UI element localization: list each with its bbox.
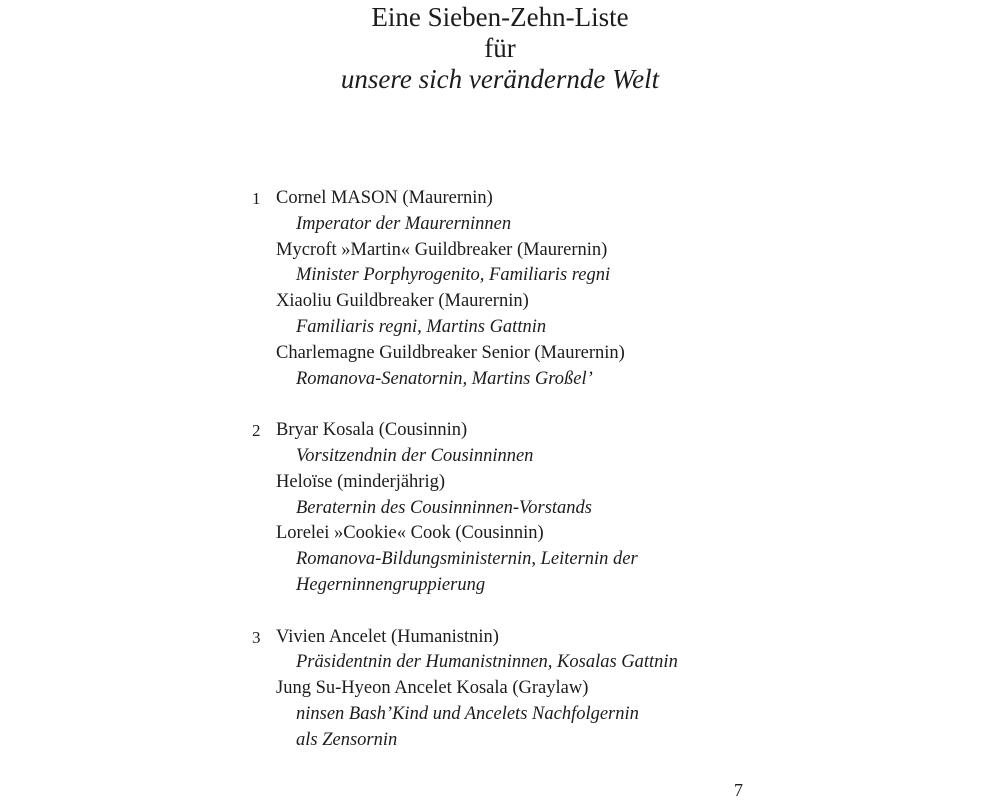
- group-number: 1: [252, 189, 261, 208]
- member-name: Xiaoliu Guildbreaker (Maurernin): [276, 291, 529, 312]
- list-item: [276, 521, 852, 598]
- member-name: Vivien Ancelet (Humanistnin): [276, 626, 499, 647]
- member-name: Charlemagne Guildbreaker Senior (Maurernin): [276, 342, 625, 363]
- member-role: Romanova-Bildungsministernin, Leiternin der Hegerninnengruppierung: [296, 549, 638, 595]
- member-name: Mycroft »Martin« Guildbreaker (Maurernin): [276, 239, 608, 260]
- list-item: [276, 676, 852, 753]
- member-name: Bryar Kosala (Cousinnin): [276, 420, 468, 441]
- list-item: [276, 289, 852, 341]
- title-line-3: unsere sich verändernde Welt: [340, 64, 660, 94]
- group-2: [252, 418, 852, 599]
- member-name: Cornel MASON (Maurernin): [276, 188, 493, 208]
- member-role: Familiaris regni, Martins Gattnin: [296, 316, 547, 337]
- group-number: 3: [252, 627, 261, 647]
- character-list: [252, 186, 852, 779]
- member-role: Imperator der Maurerninnen: [296, 213, 512, 234]
- list-item: [276, 238, 852, 290]
- group-number: 2: [252, 421, 261, 441]
- member-role: Beraternin des Cousinninnen-Vorstands: [296, 497, 592, 518]
- list-item: [276, 418, 852, 470]
- member-name: Heloïse (minderjährig): [276, 471, 446, 492]
- member-role: Minister Porphyrogenito, Familiaris regni: [296, 265, 611, 286]
- member-name: Jung Su-Hyeon Ancelet Kosala (Graylaw): [276, 678, 589, 699]
- title-line-2: für: [484, 33, 516, 63]
- group-3: [252, 625, 852, 754]
- list-item: [276, 625, 852, 677]
- member-name: Lorelei »Cookie« Cook (Cousinnin): [276, 523, 544, 544]
- list-item: [276, 341, 852, 393]
- list-item: [276, 186, 852, 238]
- group-1: [252, 186, 852, 392]
- title-line-1: Eine Sieben-Zehn-Liste: [371, 2, 629, 32]
- member-role: Vorsitzendnin der Cousinninnen: [296, 445, 534, 466]
- title-block: [0, 2, 1000, 95]
- member-role: ninsen Bash’Kind und Ancelets Nachfolgernin als Zensornin: [296, 703, 639, 750]
- member-role: Präsidentnin der Humanistninnen, Kosalas Gattnin: [296, 652, 678, 673]
- member-role: Romanova-Senatornin, Martins Großel’: [296, 368, 593, 389]
- page-number: 7: [734, 780, 743, 800]
- list-item: [276, 470, 852, 522]
